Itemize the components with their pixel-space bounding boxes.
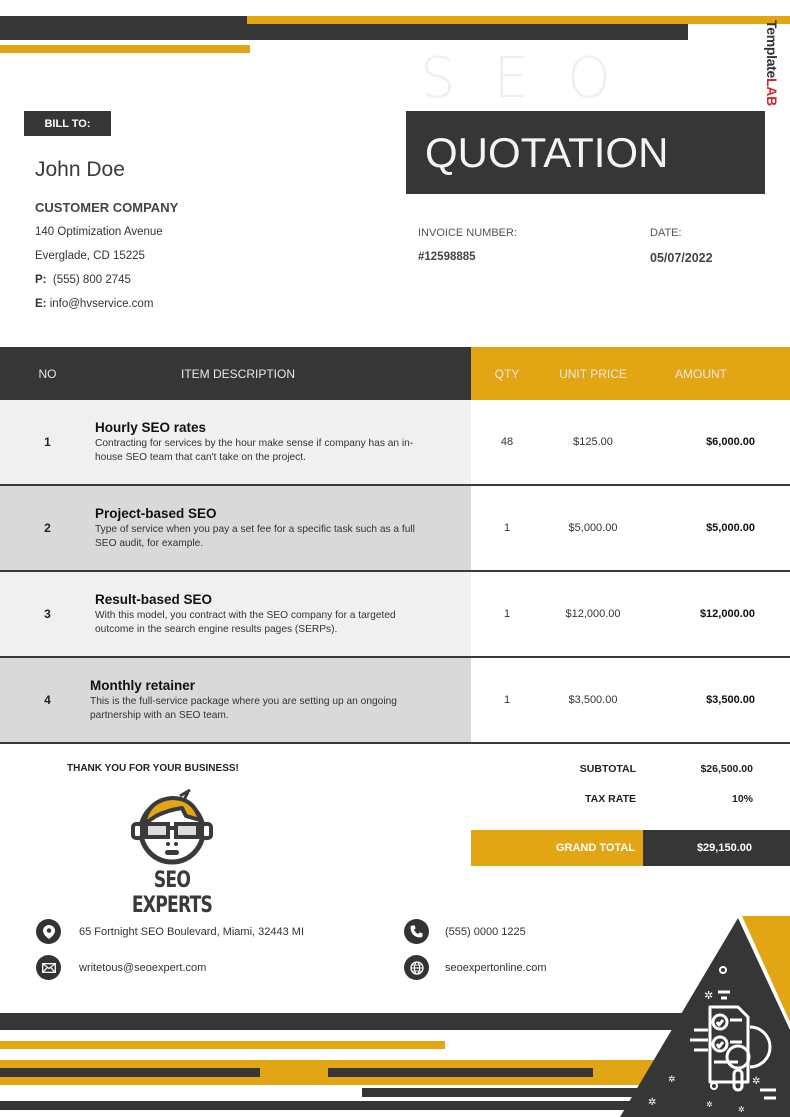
table-row bbox=[0, 400, 790, 486]
top-gold-bar-left bbox=[0, 45, 250, 53]
date-label: DATE: bbox=[650, 227, 682, 239]
client-name: John Doe bbox=[35, 158, 125, 181]
company-website-text[interactable]: seoexpertonline.com bbox=[445, 961, 547, 974]
svg-text:✲: ✲ bbox=[648, 1097, 657, 1108]
templatelab-brand bbox=[752, 20, 790, 110]
tax-rate-value: 10% bbox=[731, 793, 753, 805]
seo-watermark: SEO bbox=[420, 46, 650, 111]
invoice-number-value: #12598885 bbox=[418, 251, 476, 263]
item-title: Result-based SEO bbox=[95, 591, 213, 607]
item-title: Project-based SEO bbox=[95, 505, 217, 521]
item-unit-price: $12,000.00 bbox=[565, 608, 621, 620]
client-company: CUSTOMER COMPANY bbox=[35, 200, 179, 215]
item-number: 3 bbox=[44, 607, 51, 621]
company-phone bbox=[404, 919, 526, 944]
envelope-icon bbox=[36, 955, 61, 980]
seo-audit-illustration bbox=[610, 912, 790, 1117]
globe-icon bbox=[404, 955, 429, 980]
item-qty: 1 bbox=[503, 522, 511, 534]
svg-text:✲: ✲ bbox=[706, 1100, 713, 1109]
logo-text: SEO EXPERTS bbox=[131, 868, 213, 918]
item-title: Monthly retainer bbox=[90, 677, 196, 693]
grand-total-label: GRAND TOTAL bbox=[471, 830, 643, 866]
tax-rate-label: TAX RATE bbox=[585, 793, 636, 805]
bottom-bar-2 bbox=[0, 1041, 445, 1049]
thank-you-note: THANK YOU FOR YOUR BUSINESS! bbox=[67, 763, 239, 774]
header-no: NO bbox=[0, 347, 95, 400]
header-amount: AMOUNT bbox=[643, 347, 790, 400]
item-amount: $3,500.00 bbox=[706, 694, 755, 706]
item-unit-price: $3,500.00 bbox=[568, 694, 618, 706]
svg-text:✲: ✲ bbox=[668, 1074, 676, 1084]
subtotal-label: SUBTOTAL bbox=[579, 763, 636, 775]
company-address-text: 65 Fortnight SEO Boulevard, Miami, 32443 MI bbox=[79, 925, 304, 938]
top-gold-bar-right bbox=[247, 16, 790, 24]
item-qty: 1 bbox=[503, 694, 511, 706]
svg-text:✲: ✲ bbox=[704, 990, 714, 1002]
item-description: Contracting for services by the hour make sense if company has an in-house SEO team that can't take on the project. bbox=[95, 437, 414, 463]
brand-part1: Template bbox=[764, 20, 780, 79]
header-unit-price: UNIT PRICE bbox=[543, 347, 643, 400]
item-number: 1 bbox=[44, 435, 51, 449]
phone-icon bbox=[404, 919, 429, 944]
bottom-bar-3a bbox=[0, 1068, 260, 1077]
nerd-face-icon bbox=[108, 786, 236, 868]
client-address-line2: Everglade, CD 15225 bbox=[35, 250, 145, 262]
email-value: info@hvservice.com bbox=[49, 298, 154, 310]
table-header bbox=[0, 347, 790, 400]
company-address bbox=[36, 919, 304, 944]
item-description: Type of service when you pay a set fee for a specific task such as a full SEO audit, for example. bbox=[95, 523, 415, 549]
page-title: QUOTATION bbox=[406, 111, 765, 194]
company-email bbox=[36, 955, 206, 980]
item-amount: $5,000.00 bbox=[706, 522, 755, 534]
client-email bbox=[35, 298, 153, 310]
item-qty: 1 bbox=[503, 608, 511, 620]
client-phone bbox=[35, 274, 131, 286]
email-label: E: bbox=[35, 298, 47, 310]
company-phone-text: (555) 0000 1225 bbox=[445, 925, 526, 938]
grand-total-value: $29,150.00 bbox=[643, 830, 790, 866]
table-body bbox=[0, 400, 790, 744]
svg-text:✲: ✲ bbox=[738, 1105, 745, 1114]
item-description: With this model, you contract with the SEO company for a targeted outcome in the search engine results pages (SERPs). bbox=[95, 609, 396, 635]
item-qty: 48 bbox=[500, 436, 514, 448]
phone-label: P: bbox=[35, 274, 47, 286]
item-amount: $6,000.00 bbox=[706, 436, 755, 448]
location-pin-icon bbox=[36, 919, 61, 944]
item-amount: $12,000.00 bbox=[699, 608, 755, 620]
seo-experts-logo bbox=[108, 786, 236, 918]
company-email-text[interactable]: writetous@seoexpert.com bbox=[79, 961, 207, 974]
item-unit-price: $125.00 bbox=[573, 436, 613, 448]
brand-part2: LAB bbox=[764, 78, 780, 106]
item-title: Hourly SEO rates bbox=[95, 419, 207, 435]
invoice-number-label: INVOICE NUMBER: bbox=[418, 227, 518, 239]
header-qty: QTY bbox=[471, 347, 543, 400]
phone-value: (555) 800 2745 bbox=[52, 274, 131, 286]
bottom-bar-3b bbox=[328, 1068, 593, 1077]
copyright-text: © TemplateLab.com bbox=[665, 927, 706, 991]
header-description: ITEM DESCRIPTION bbox=[95, 347, 471, 400]
client-address-line1: 140 Optimization Avenue bbox=[35, 226, 163, 238]
table-row bbox=[0, 658, 790, 744]
table-row bbox=[0, 486, 790, 572]
company-website bbox=[404, 955, 547, 980]
svg-text:✲: ✲ bbox=[752, 1076, 761, 1087]
item-description: This is the full-service package where you are setting up an ongoing partnership with an SEO team. bbox=[90, 695, 397, 721]
item-number: 2 bbox=[44, 521, 51, 535]
item-number: 4 bbox=[44, 693, 51, 707]
subtotal-value: $26,500.00 bbox=[700, 763, 753, 775]
date-value: 05/07/2022 bbox=[650, 251, 713, 265]
bottom-bar-1 bbox=[0, 1013, 690, 1030]
bottom-bar-5 bbox=[0, 1101, 670, 1110]
item-unit-price: $5,000.00 bbox=[568, 522, 618, 534]
bill-to-label: BILL TO: bbox=[24, 111, 111, 136]
table-row bbox=[0, 572, 790, 658]
